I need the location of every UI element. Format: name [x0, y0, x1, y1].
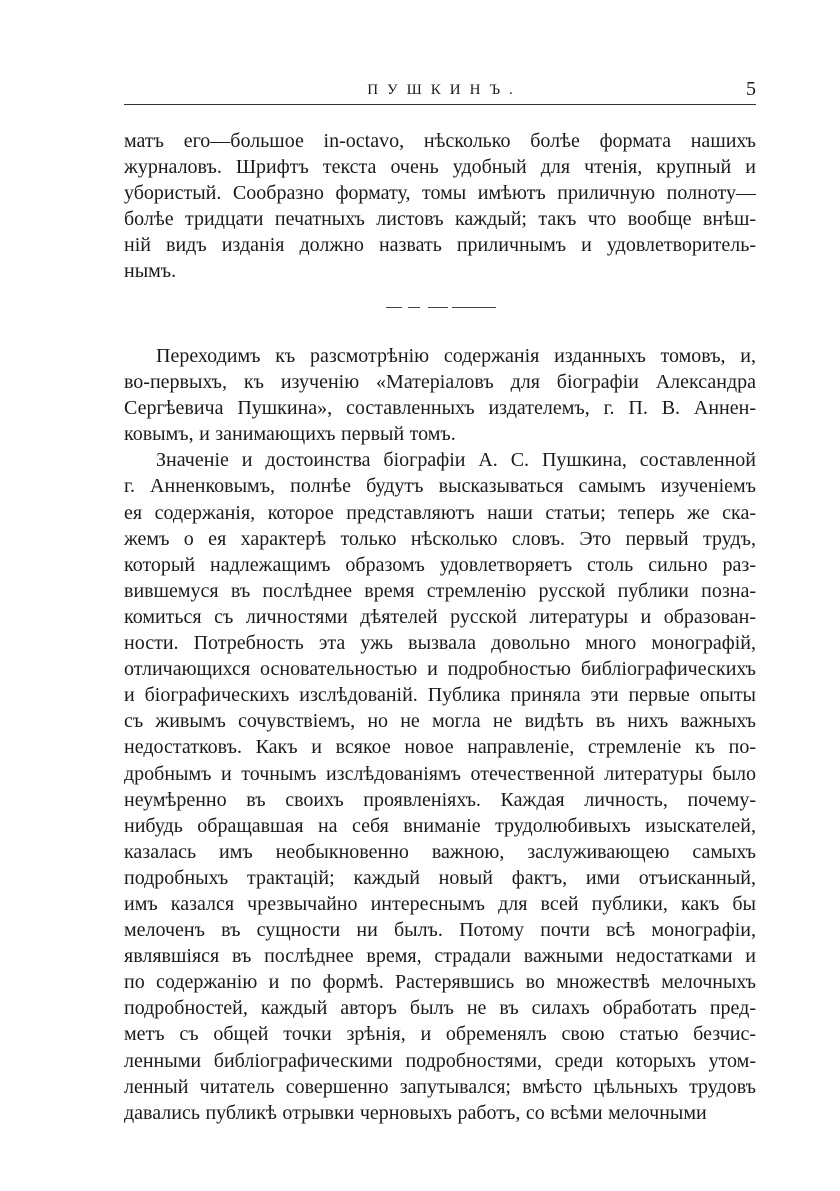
text-line: ній видъ изданія должно назвать приличнымъ и удовлетворитель- — [124, 234, 756, 257]
text-line: казалась имъ необыкновенно важною, заслуживающею самыхъ — [124, 840, 756, 863]
page-number: 5 — [746, 78, 756, 100]
text-line: по содержанію и по формѣ. Растерявшись во множествѣ мелочныхъ — [124, 971, 756, 994]
text-line: Сергѣевича Пушкина», составленныхъ издателемъ, г. П. В. Аннен- — [124, 397, 756, 420]
text-line: мелоченъ въ сущности ни былъ. Потому почти всѣ монографіи, — [124, 919, 756, 942]
text-line: ея содержанія, которое представляютъ наши статьи; теперь же ска- — [124, 501, 756, 524]
paragraph1-block — [124, 128, 756, 285]
paragraph3-block — [124, 447, 756, 1125]
text-line: отличающихся основательностью и подробностью библіографическихъ — [124, 658, 756, 681]
text-line: ленными библіографическими подробностями, среди которыхъ утом- — [124, 1049, 756, 1072]
text-line: являвшіяся въ послѣднее время, страдали важными недостатками и — [124, 945, 756, 968]
text-line: метъ съ общей точки зрѣнія, и обременялъ свою статью безчис- — [124, 1023, 756, 1046]
text-line: подробностей, каждый авторъ былъ не въ силахъ обработать пред- — [124, 997, 756, 1020]
text-line: нымъ. — [124, 260, 177, 283]
text-line: давались публикѣ отрывки черновыхъ работъ, со всѣми мелочными — [124, 1101, 707, 1124]
text-line: ленный читатель совершенно запутывался; вмѣсто цѣльныхъ трудовъ — [124, 1075, 756, 1098]
text-line: болѣе тридцати печатныхъ листовъ каждый; такъ что вообще внѣш- — [124, 208, 756, 231]
header-rule — [124, 104, 756, 105]
text-line: который надлежащимъ образомъ удовлетворяетъ столь сильно раз- — [124, 553, 756, 576]
running-title: ПУШКИНЪ. — [367, 82, 522, 98]
text-line: жемъ о ея характерѣ только нѣсколько словъ. Это первый трудъ, — [124, 527, 756, 550]
text-line: подробныхъ трактацій; каждый новый фактъ, ими отъисканный, — [124, 866, 756, 889]
text-line: убористый. Сообразно формату, томы имѣютъ приличную полноту— — [124, 182, 756, 205]
text-line: съ живымъ сочувствіемъ, но не могла не видѣть въ нихъ важныхъ — [124, 710, 756, 733]
text-line: ковымъ, и занимающихъ первый томъ. — [124, 423, 456, 446]
text-line: Значеніе и достоинства біографіи А. С. Пушкина, составленной — [156, 449, 756, 472]
text-line: Переходимъ къ разсмотрѣнію содержанія изданныхъ томовъ, и, — [156, 345, 756, 367]
text-line: комиться съ личностями дѣятелей русской литературы и образован- — [124, 605, 756, 628]
text-line: во-первыхъ, къ изученію «Матеріаловъ для біографіи Александра — [124, 371, 756, 394]
text-line: вившемуся въ послѣднее время стремленію русской публики позна- — [124, 579, 756, 602]
text-line: нибудь обращавшая на себя вниманіе трудолюбивыхъ изыскателей, — [124, 814, 756, 837]
text-line: имъ казался чрезвычайно интереснымъ для всей публики, какъ бы — [124, 892, 756, 915]
book-page — [124, 78, 756, 1124]
text-line: дробнымъ и точнымъ изслѣдованіямъ отечественной литературы было — [124, 762, 756, 785]
section-separator — [386, 307, 496, 309]
text-line: г. Анненковымъ, полнѣе будутъ высказываться самымъ изученіемъ — [124, 475, 756, 498]
text-line: и біографическихъ изслѣдованій. Публика приняла эти первые опыты — [124, 684, 756, 707]
text-line: журналовъ. Шрифтъ текста очень удобный для чтенія, крупный и — [124, 156, 756, 179]
text-line: ности. Потребность эта ужь вызвала довольно много монографій, — [124, 632, 756, 655]
text-line: матъ его—большое in-octavo, нѣсколько болѣе формата нашихъ — [124, 130, 756, 152]
text-line: неумѣренно въ своихъ проявленіяхъ. Каждая личность, почему- — [124, 788, 756, 811]
page-header — [124, 78, 756, 104]
paragraph2-block — [124, 343, 756, 447]
main-text — [124, 343, 756, 1126]
paragraph-continuation — [124, 128, 756, 285]
text-line: недостатковъ. Какъ и всякое новое направленіе, стремленіе къ по- — [124, 736, 756, 759]
